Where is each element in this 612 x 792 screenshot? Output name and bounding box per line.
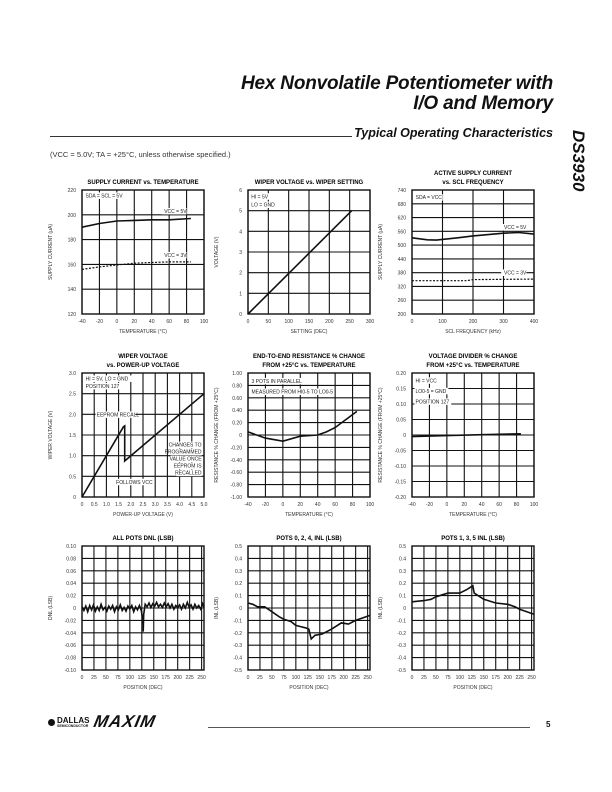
x-tick-label: 0 [80,502,84,508]
chart-annotation: HI = 5V [251,194,269,201]
y-tick-label: 0.05 [396,417,406,424]
x-axis-label: POSITION (DEC) [123,685,163,691]
x-tick-label: 250 [345,319,354,325]
x-tick-label: 80 [183,319,190,325]
y-tick-label: 0.2 [399,581,406,588]
chart-annotation: VCC = 3V [164,252,187,259]
x-tick-label: 3.0 [151,502,159,508]
x-tick-label: 125 [467,675,476,681]
y-tick-label: -0.05 [394,448,406,455]
x-tick-label: 175 [161,675,170,681]
x-tick-label: -40 [78,319,86,325]
chart-title: WIPER VOLTAGE vs. WIPER SETTING [254,180,364,186]
chart-title: ACTIVE SUPPLY CURRENT [433,171,513,177]
chart-annotation: 3 POTS IN PARALLEL [251,378,302,385]
y-tick-label: 620 [397,215,406,222]
dallas-logo-icon [48,719,55,726]
x-tick-label: 50 [265,319,272,325]
x-tick-label: 125 [303,675,312,681]
chart-annotation: CHANGES TO [168,442,202,449]
x-tick-label: 75 [115,675,121,681]
y-tick-label: 220 [67,188,76,194]
test-conditions: (VCC = 5.0V; TA = +25°C, unless otherwise specified.) [50,150,231,159]
series-line [82,262,191,270]
y-tick-label: 0 [73,606,76,612]
y-tick-label: 200 [397,312,406,318]
y-tick-label: 0.3 [399,568,406,575]
x-tick-label: 20 [131,319,138,325]
x-tick-label: 50 [433,675,439,681]
x-tick-label: 175 [491,675,500,681]
chart-annotation: VCC = 5V [164,208,187,215]
y-tick-label: 200 [67,212,76,219]
x-tick-label: 300 [499,319,508,325]
chart-annotation: HI = VCC [415,378,437,385]
y-tick-label: 6 [239,188,242,194]
chart-title: vs. SCL FREQUENCY [442,180,504,186]
chart-annotation: VCC = 5V [504,225,527,232]
y-tick-label: 0.02 [66,593,76,600]
x-tick-label: 225 [351,675,360,681]
y-tick-label: 560 [397,229,406,236]
x-tick-label: 0.5 [90,502,98,508]
series-line [248,411,357,441]
y-tick-label: 0 [73,495,76,501]
x-tick-label: 50 [103,675,109,681]
chart-annotation: MEASURED FROM HI0-5 TO LO0-5 [251,389,333,396]
x-tick-label: 200 [173,675,182,681]
y-tick-label: 1.5 [69,433,76,439]
part-number: DS3930 [569,130,588,192]
y-tick-label: 3 [239,250,242,256]
x-tick-label: 300 [365,319,375,325]
x-axis-label: TEMPERATURE (°C) [119,329,167,335]
y-tick-label: 0.40 [232,408,242,415]
y-tick-label: 0.10 [396,402,406,408]
y-tick-label: 0.3 [235,568,242,575]
chart-5 [206,347,388,521]
y-tick-label: 5 [239,208,242,215]
x-tick-label: 0 [115,319,119,325]
chart-title: FROM +25°C vs. TEMPERATURE [426,363,520,369]
section-header [50,124,553,140]
y-tick-label: -0.10 [64,668,76,674]
x-tick-label: 200 [325,319,334,325]
x-tick-label: 0 [246,319,250,325]
y-tick-label: 0.15 [396,386,406,393]
y-tick-label: 0.10 [66,544,76,550]
series-line [82,219,191,228]
footer-logo [48,712,159,732]
x-tick-label: 75 [281,675,287,681]
x-tick-label: -40 [408,502,416,508]
y-tick-label: 380 [397,270,406,277]
y-tick-label: 2.0 [69,412,76,419]
x-tick-label: 100 [125,675,135,681]
y-tick-label: -0.20 [230,445,242,452]
title-line-1: Hex Nonvolatile Potentiometer with [240,73,553,94]
x-tick-label: 100 [455,675,465,681]
x-tick-label: 60 [332,502,338,508]
y-axis-label: INL (LSB) [214,597,220,619]
chart-title: VOLTAGE DIVIDER % CHANGE [428,354,518,360]
series-line [82,602,204,631]
y-tick-label: 0.80 [232,383,242,390]
series-line [412,586,534,615]
y-tick-label: -0.5 [397,668,406,674]
chart-annotation: EEPROM RECALL [96,412,140,419]
x-axis-label: TEMPERATURE (°C) [449,512,497,518]
title-line-2: I/O and Memory [413,93,553,114]
y-axis-label: INL (LSB) [378,597,384,619]
y-tick-label: -0.2 [233,630,242,637]
x-tick-label: 100 [365,502,375,508]
chart-6 [370,347,552,521]
y-tick-label: -0.40 [230,457,242,464]
x-tick-label: 0 [80,675,84,681]
y-tick-label: 0.1 [235,593,242,600]
chart-annotation: SDA = VCC [415,195,442,202]
y-axis-label: SUPPLY CURRENT (µA) [48,224,54,280]
x-tick-label: 225 [515,675,524,681]
y-tick-label: -0.1 [233,618,242,625]
page-number: 5 [546,720,551,729]
y-tick-label: -0.10 [394,464,406,470]
y-tick-label: 0 [239,312,242,318]
y-axis-label: DNL (LSB) [48,596,54,620]
y-tick-label: -0.4 [397,655,406,662]
chart-annotation: FOLLOWS VCC [116,479,153,486]
y-tick-label: 4 [239,229,242,236]
chart-4 [40,347,222,521]
chart-annotation: VALUE ONCE [169,456,202,463]
y-tick-label: 0.06 [66,568,76,575]
y-tick-label: 0.20 [396,371,406,377]
footer-rule [208,727,530,728]
y-tick-label: 0.4 [399,556,406,563]
y-tick-label: 0.5 [235,544,242,550]
x-tick-label: 60 [496,502,502,508]
x-tick-label: -40 [244,502,252,508]
x-tick-label: 40 [148,319,155,325]
y-tick-label: 1 [239,291,242,298]
y-tick-label: -0.3 [397,643,406,650]
y-tick-label: 180 [67,237,76,244]
y-axis-label: RESISTANCE % CHANGE (FROM +25°C) [214,387,220,483]
x-tick-label: 175 [327,675,336,681]
y-tick-label: -0.15 [394,479,406,486]
y-tick-label: -0.08 [64,655,76,662]
x-axis-label: TEMPERATURE (°C) [285,512,333,518]
maxim-logo: MAXIM [92,712,159,731]
y-tick-label: 0.08 [66,556,76,563]
x-tick-label: 150 [315,675,324,681]
chart-annotation: HI = 5V, LO = GND [85,376,129,383]
chart-7 [40,520,222,694]
chart-title: SUPPLY CURRENT vs. TEMPERATURE [87,180,199,186]
y-tick-label: 320 [397,284,406,291]
y-tick-label: -0.04 [64,630,76,637]
chart-title: END-TO-END RESISTANCE % CHANGE [252,354,366,360]
y-tick-label: 0.1 [399,593,406,600]
y-tick-label: -0.4 [233,655,242,662]
y-tick-label: 0.2 [235,581,242,588]
y-axis-label: SUPPLY CURRENT (µA) [378,224,384,280]
x-tick-label: 25 [257,675,263,681]
y-tick-label: 440 [397,256,406,263]
dallas-logo [48,717,89,728]
y-tick-label: 680 [397,201,406,208]
y-tick-label: 2.5 [69,391,76,398]
x-tick-label: 25 [91,675,97,681]
x-tick-label: 4.0 [176,502,184,508]
chart-annotation: SDA = SCL = 5V [85,193,123,200]
y-axis-label: WIPER VOLTAGE (V) [48,410,54,460]
y-tick-label: -0.3 [233,643,242,650]
y-tick-label: -0.5 [233,668,242,674]
y-tick-label: -0.20 [394,495,406,501]
x-tick-label: 200 [339,675,348,681]
series-line [248,211,352,314]
chart-title: POTS 0, 2, 4, INL (LSB) [276,536,342,542]
chart-title: FROM +25°C vs. TEMPERATURE [262,363,356,369]
y-tick-label: -1.00 [230,495,242,501]
x-tick-label: 225 [185,675,194,681]
chart-2 [206,164,388,338]
x-tick-label: 80 [349,502,356,508]
y-tick-label: 1.0 [69,453,76,460]
y-tick-label: 160 [67,262,76,269]
x-tick-label: 5.0 [200,502,208,508]
x-tick-label: 60 [166,319,172,325]
y-tick-label: 0.4 [235,556,242,563]
y-tick-label: 120 [67,312,76,318]
chart-title: WIPER VOLTAGE [118,354,168,360]
y-tick-label: 500 [397,243,406,250]
chart-annotation: EEPROM IS [173,463,202,470]
x-tick-label: -20 [95,319,104,325]
chart-title: ALL POTS DNL (LSB) [112,536,174,542]
x-tick-label: 40 [478,502,485,508]
x-tick-label: 2.0 [127,502,135,508]
section-rule [50,136,352,137]
y-tick-label: 0.5 [69,474,76,481]
x-tick-label: 40 [314,502,321,508]
chart-8 [206,520,388,694]
y-tick-label: 0 [403,606,406,612]
x-tick-label: -20 [261,502,270,508]
chart-title: vs. POWER-UP VOLTAGE [106,363,180,369]
x-tick-label: 20 [461,502,468,508]
x-tick-label: 250 [527,675,536,681]
x-axis-label: SETTING (DEC) [290,329,328,335]
x-tick-label: 80 [513,502,520,508]
y-tick-label: 0 [403,433,406,439]
x-tick-label: 20 [297,502,304,508]
y-tick-label: -0.80 [230,482,242,489]
x-tick-label: 0 [281,502,285,508]
x-tick-label: 0 [246,675,250,681]
y-tick-label: 0.60 [232,395,242,402]
document-title [241,74,553,114]
x-tick-label: 100 [284,319,293,325]
y-tick-label: 0.04 [66,581,76,588]
y-tick-label: -0.02 [64,618,76,625]
x-tick-label: 0 [410,319,414,325]
y-tick-label: 2 [239,270,242,277]
y-tick-label: 1.00 [232,371,242,377]
y-tick-label: -0.60 [230,470,242,477]
x-tick-label: 125 [137,675,146,681]
chart-annotation: LO = GND [251,202,275,209]
x-tick-label: 150 [479,675,488,681]
chart-title: POTS 1, 3, 5 INL (LSB) [441,536,505,542]
y-axis-label: RESISTANCE % CHANGE (FROM +25°C) [378,387,384,483]
chart-annotation: RECALLED [175,470,202,477]
x-tick-label: 150 [304,319,314,325]
chart-annotation: LO0-5 = GND [415,388,447,395]
chart-annotation: POSITION 127 [415,399,450,406]
chart-9 [370,520,552,694]
x-tick-label: 100 [291,675,301,681]
x-tick-label: 1.0 [102,502,110,508]
y-tick-label: -0.06 [64,643,76,650]
y-tick-label: -0.1 [397,618,406,625]
x-tick-label: 100 [199,319,209,325]
x-tick-label: 100 [438,319,447,325]
x-tick-label: 0 [445,502,449,508]
chart-1 [40,164,222,338]
x-tick-label: 250 [197,675,206,681]
x-tick-label: 1.5 [115,502,123,508]
x-tick-label: 2.5 [139,502,147,508]
chart-annotation: POSITION 127 [85,383,120,390]
dallas-logo-text: DALLAS [57,715,90,725]
x-tick-label: 50 [269,675,275,681]
y-tick-label: 260 [397,298,406,305]
y-tick-label: 0.5 [399,544,406,550]
x-tick-label: 400 [529,319,539,325]
x-tick-label: -20 [425,502,434,508]
chart-annotation: PROGRAMMED [164,449,202,456]
y-tick-label: -0.2 [397,630,406,637]
x-axis-label: POSITION (DEC) [453,685,493,691]
y-tick-label: 140 [67,287,76,294]
y-axis-label: VOLTAGE (V) [214,236,220,268]
x-tick-label: 25 [421,675,427,681]
x-tick-label: 3.5 [163,502,171,508]
x-tick-label: 150 [149,675,158,681]
x-tick-label: 250 [363,675,372,681]
x-tick-label: 100 [529,502,539,508]
x-axis-label: POWER-UP VOLTAGE (V) [113,512,173,518]
section-title: Typical Operating Characteristics [354,126,553,140]
x-axis-label: SCL FREQUENCY (kHz) [445,329,501,335]
x-tick-label: 0 [410,675,414,681]
x-axis-label: POSITION (DEC) [289,685,329,691]
y-tick-label: 0 [239,606,242,612]
y-tick-label: 0 [239,433,242,439]
y-tick-label: 740 [397,188,406,194]
x-tick-label: 4.5 [188,502,196,508]
y-tick-label: 0.20 [232,420,242,427]
x-tick-label: 75 [445,675,451,681]
semiconductor-text: SEMICONDUCTOR [57,723,89,728]
chart-annotation: VCC = 3V [504,270,527,277]
chart-3 [370,164,552,338]
x-tick-label: 200 [468,319,478,325]
x-tick-label: 200 [503,675,512,681]
y-tick-label: 3.0 [69,371,76,377]
